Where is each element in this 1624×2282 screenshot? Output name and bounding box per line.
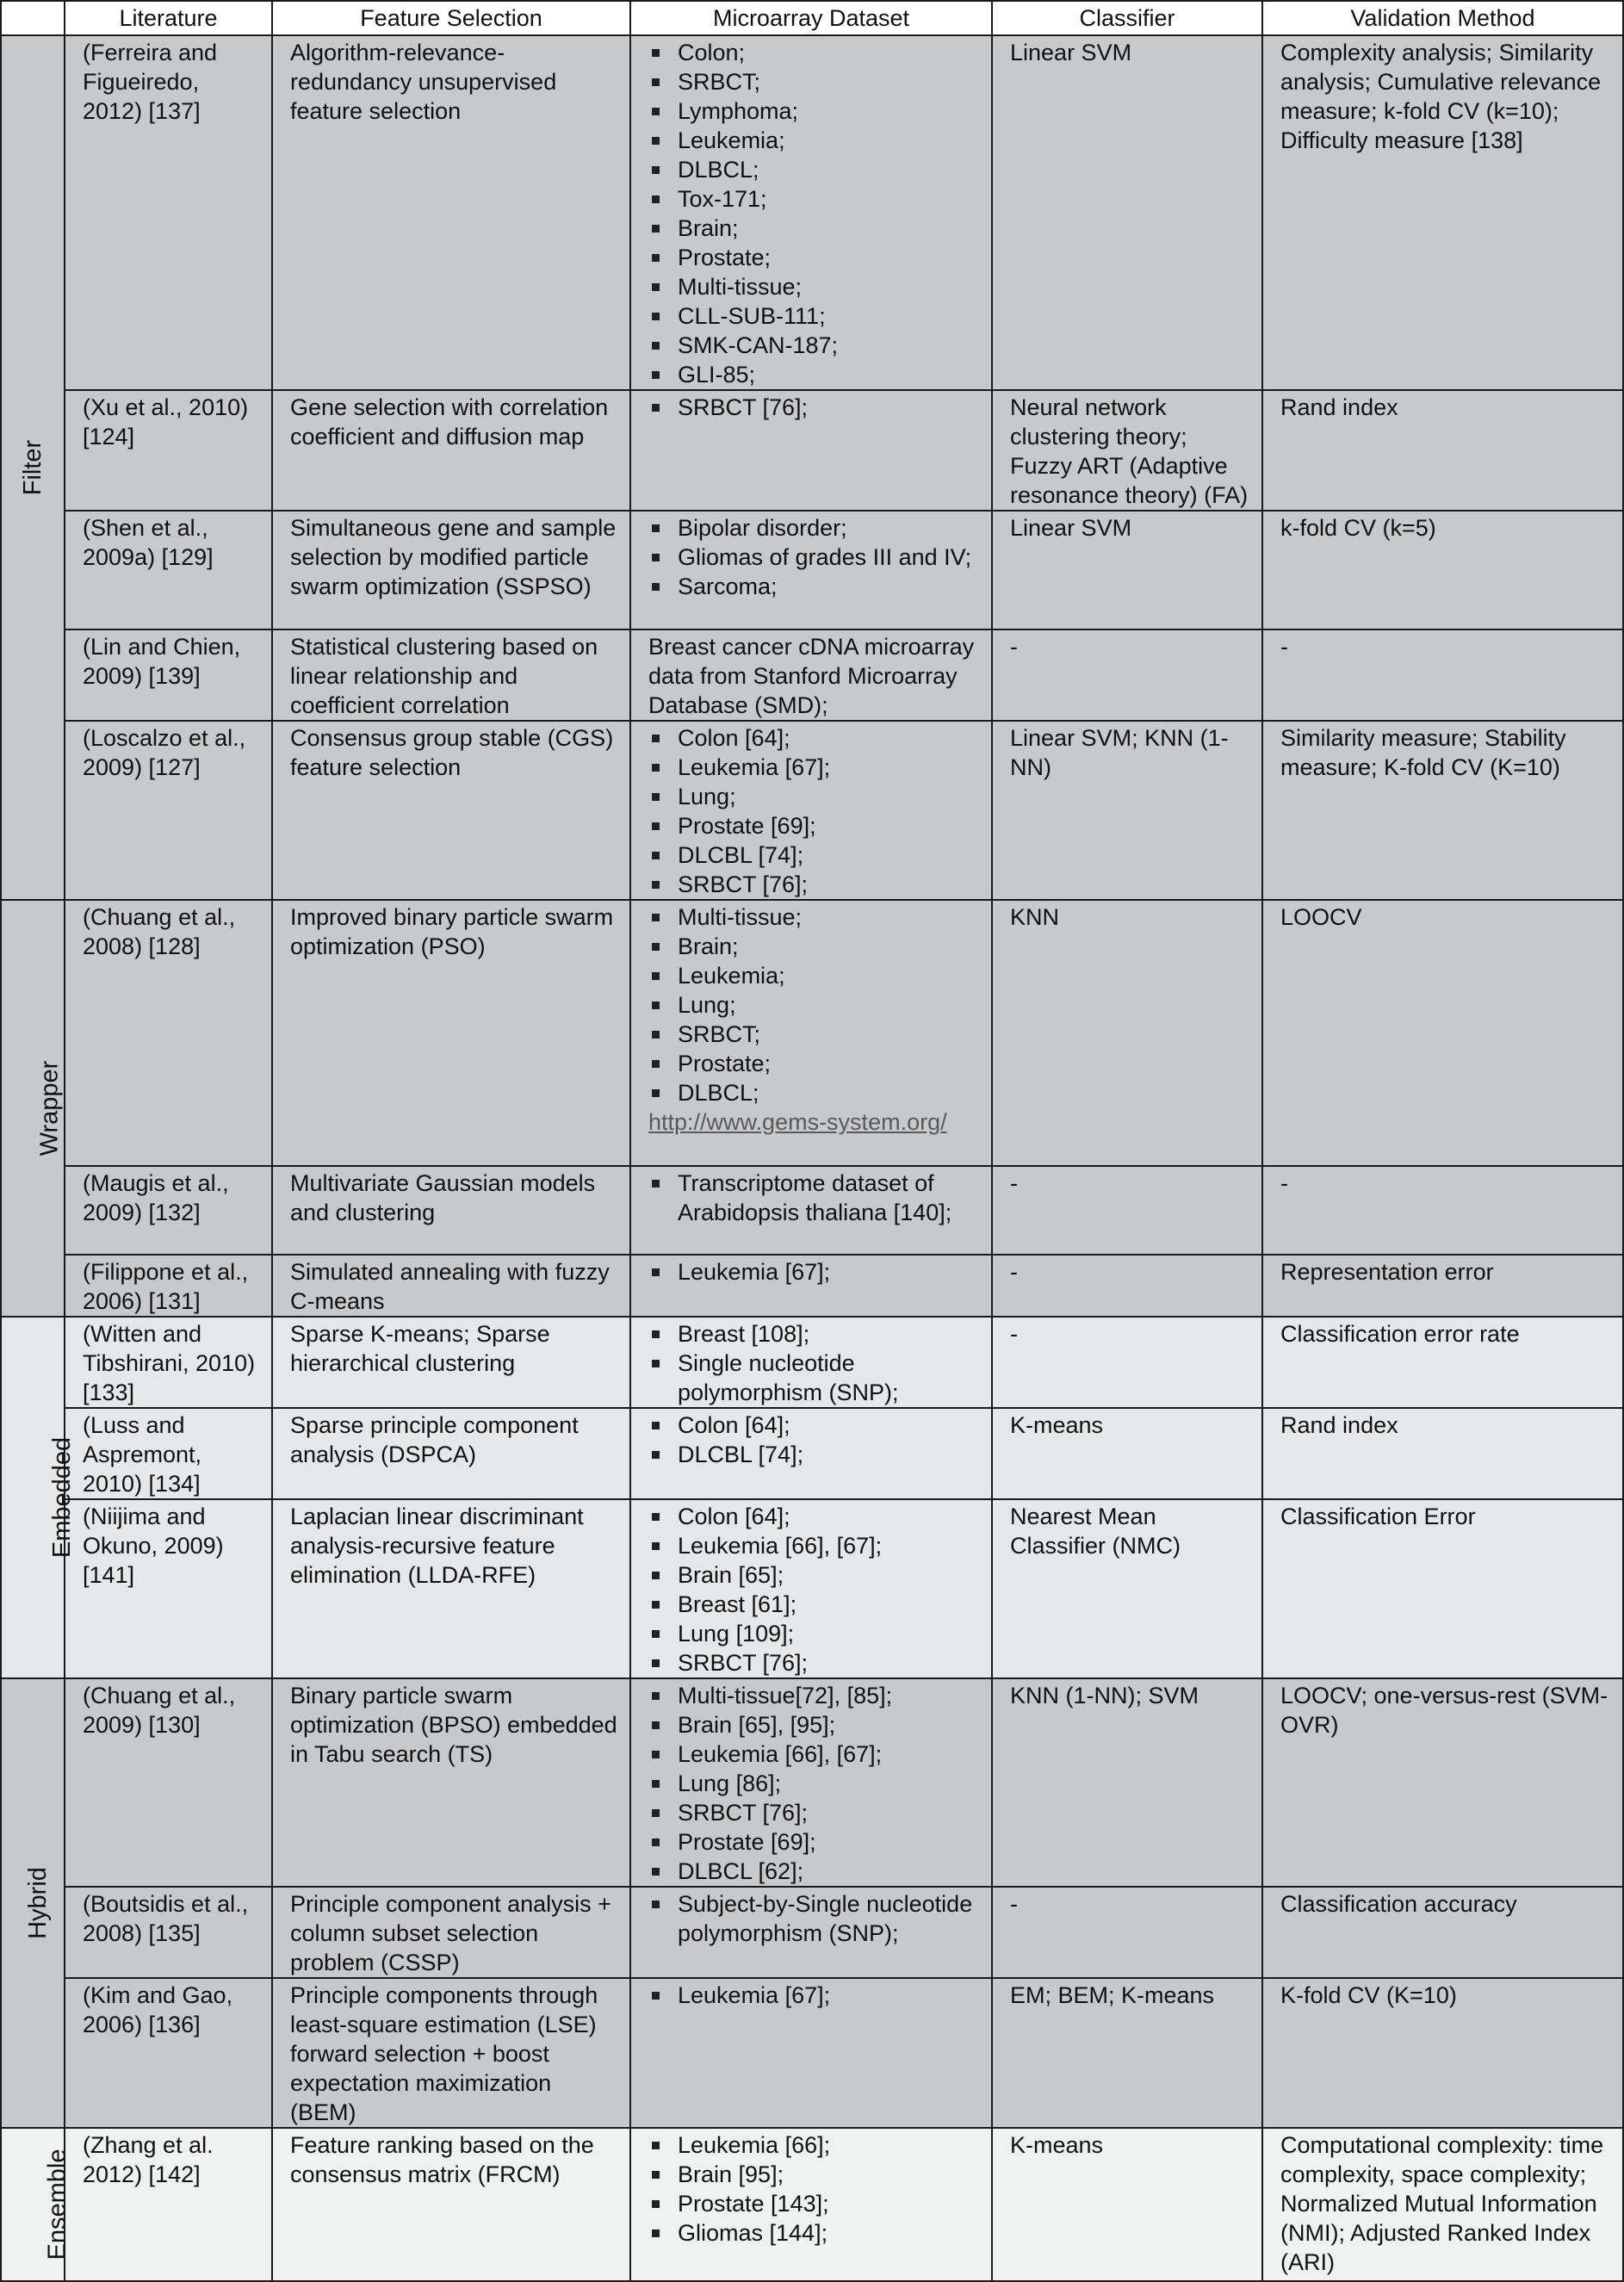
- dataset-cell: [630, 1678, 992, 1887]
- classifier-cell: -: [992, 1255, 1262, 1317]
- dataset-item: SRBCT [76];: [648, 393, 984, 422]
- literature-cell: (Xu et al., 2010) [124]: [65, 390, 272, 511]
- gems-system-link[interactable]: http://www.gems-system.org/: [648, 1109, 947, 1135]
- validation-cell: Complexity analysis; Similarity analysis; Cumulative relevance measure; k-fold CV (k=10); Difficulty measure [138]: [1262, 35, 1623, 390]
- table-row: [1, 1408, 1623, 1499]
- feature-selection-cell: Laplacian linear discriminant analysis-recursive feature elimination (LLDA-RFE): [272, 1499, 630, 1678]
- category-cell-embedded: [1, 1317, 77, 1678]
- validation-cell: Computational complexity: time complexity, space complexity; Normalized Mutual Information (NMI); Adjusted Ranked Index (ARI): [1262, 2128, 1623, 2281]
- table-row: [1, 1166, 1623, 1255]
- dataset-item: Breast [108];: [648, 1319, 984, 1349]
- dataset-item: Gliomas [144];: [648, 2218, 984, 2248]
- classifier-cell: K-means: [992, 2128, 1262, 2281]
- table-row: [1, 1887, 1623, 1978]
- dataset-item: Colon [64];: [648, 1411, 984, 1440]
- dataset-item: Prostate [143];: [648, 2189, 984, 2218]
- dataset-item: Brain;: [648, 932, 984, 961]
- dataset-item: Transcriptome dataset of Arabidopsis thaliana [140];: [648, 1169, 984, 1227]
- validation-cell: K-fold CV (K=10): [1262, 1978, 1623, 2128]
- dataset-cell: [630, 1499, 992, 1678]
- dataset-item: Subject-by-Single nucleotide polymorphism (SNP);: [648, 1889, 984, 1948]
- table-row: [1, 1499, 1623, 1678]
- dataset-cell: [630, 390, 992, 511]
- table-row: [1, 900, 1623, 1166]
- table-row: [1, 1317, 1623, 1408]
- dataset-list: [648, 723, 984, 899]
- dataset-list: [648, 1681, 984, 1886]
- category-label: Wrapper: [35, 1060, 64, 1157]
- literature-cell: (Zhang et al. 2012) [142]: [65, 2128, 272, 2281]
- dataset-list: [648, 1169, 984, 1227]
- validation-cell: k-fold CV (k=5): [1262, 511, 1623, 629]
- dataset-item: Prostate;: [648, 1049, 984, 1078]
- dataset-item: Leukemia [66], [67];: [648, 1531, 984, 1560]
- dataset-item: Prostate [69];: [648, 811, 984, 840]
- literature-cell: (Kim and Gao, 2006) [136]: [65, 1978, 272, 2128]
- dataset-list: [648, 513, 984, 601]
- classifier-cell: Linear SVM: [992, 511, 1262, 629]
- dataset-item: Breast [61];: [648, 1590, 984, 1619]
- dataset-cell: Breast cancer cDNA microarray data from Stanford Microarray Database (SMD);: [630, 629, 992, 721]
- category-label: Hybrid: [23, 1867, 52, 1939]
- table-row: [1, 721, 1623, 900]
- dataset-item: CLL-SUB-111;: [648, 301, 984, 331]
- dataset-item: Lung;: [648, 990, 984, 1020]
- classifier-cell: Neural network clustering theory; Fuzzy ART (Adaptive resonance theory) (FA): [992, 390, 1262, 511]
- header-microarray-dataset: Microarray Dataset: [630, 1, 992, 35]
- category-label: Ensemble: [43, 2149, 71, 2260]
- dataset-item: Colon;: [648, 38, 984, 67]
- table-row: [1, 1255, 1623, 1317]
- dataset-cell: [630, 1978, 992, 2128]
- literature-cell: (Chuang et al., 2008) [128]: [65, 900, 272, 1166]
- header-literature: Literature: [65, 1, 272, 35]
- dataset-item: Brain;: [648, 214, 984, 243]
- dataset-item: Colon [64];: [648, 1502, 984, 1531]
- table-row: [1, 1978, 1623, 2128]
- dataset-item: Sarcoma;: [648, 572, 984, 601]
- dataset-item: SRBCT;: [648, 1020, 984, 1049]
- literature-cell: (Shen et al., 2009a) [129]: [65, 511, 272, 629]
- classifier-cell: EM; BEM; K-means: [992, 1978, 1262, 2128]
- classifier-cell: KNN: [992, 900, 1262, 1166]
- dataset-item: Tox-171;: [648, 184, 984, 214]
- category-cell-hybrid: [1, 1678, 65, 2128]
- dataset-list: [648, 38, 984, 389]
- dataset-cell: [630, 1166, 992, 1255]
- dataset-item: DLCBL [74];: [648, 1440, 984, 1469]
- classifier-cell: Linear SVM: [992, 35, 1262, 390]
- dataset-item: Single nucleotide polymorphism (SNP);: [648, 1349, 984, 1407]
- literature-cell: (Maugis et al., 2009) [132]: [65, 1166, 272, 1255]
- literature-cell: (Lin and Chien, 2009) [139]: [65, 629, 272, 721]
- dataset-item: Brain [65], [95];: [648, 1710, 984, 1739]
- feature-selection-cell: Statistical clustering based on linear relationship and coefficient correlation: [272, 629, 630, 721]
- header-classifier: Classifier: [992, 1, 1262, 35]
- feature-selection-cell: Simulated annealing with fuzzy C-means: [272, 1255, 630, 1317]
- dataset-list: [648, 1319, 984, 1407]
- feature-selection-cell: Multivariate Gaussian models and clustering: [272, 1166, 630, 1255]
- table-row: [1, 511, 1623, 629]
- validation-cell: Classification error rate: [1262, 1317, 1623, 1408]
- header-category: [1, 1, 65, 35]
- validation-cell: Classification Error: [1262, 1499, 1623, 1678]
- dataset-item: DLBCL;: [648, 155, 984, 184]
- dataset-item: Leukemia [66], [67];: [648, 1739, 984, 1769]
- dataset-cell: [630, 1408, 992, 1499]
- dataset-item: Colon [64];: [648, 723, 984, 753]
- dataset-list: [648, 1502, 984, 1677]
- header-row: [1, 1, 1623, 35]
- table-row: [1, 35, 1623, 390]
- dataset-cell: [630, 511, 992, 629]
- classifier-cell: -: [992, 1317, 1262, 1408]
- dataset-item: Prostate [69];: [648, 1827, 984, 1857]
- classifier-cell: -: [992, 1166, 1262, 1255]
- dataset-item: Leukemia;: [648, 961, 984, 990]
- classifier-cell: KNN (1-NN); SVM: [992, 1678, 1262, 1887]
- feature-selection-cell: Principle component analysis + column subset selection problem (CSSP): [272, 1887, 630, 1978]
- classifier-cell: Linear SVM; KNN (1-NN): [992, 721, 1262, 900]
- dataset-item: GLI-85;: [648, 360, 984, 389]
- dataset-item: Brain [65];: [648, 1560, 984, 1590]
- dataset-item: Brain [95];: [648, 2160, 984, 2189]
- validation-cell: Rand index: [1262, 390, 1623, 511]
- feature-selection-cell: Gene selection with correlation coefficient and diffusion map: [272, 390, 630, 511]
- category-label: Embedded: [48, 1436, 77, 1559]
- classifier-cell: -: [992, 629, 1262, 721]
- literature-cell: (Boutsidis et al., 2008) [135]: [65, 1887, 272, 1978]
- dataset-item: Lung [86];: [648, 1769, 984, 1798]
- dataset-list: [648, 1411, 984, 1469]
- validation-cell: -: [1262, 1166, 1623, 1255]
- header-validation-method: Validation Method: [1262, 1, 1623, 35]
- dataset-item: SRBCT [76];: [648, 870, 984, 899]
- literature-cell: (Witten and Tibshirani, 2010) [133]: [65, 1317, 272, 1408]
- dataset-item: Leukemia [67];: [648, 1981, 984, 2010]
- dataset-item: SRBCT;: [648, 67, 984, 96]
- dataset-cell: [630, 721, 992, 900]
- dataset-cell: [630, 2128, 992, 2281]
- dataset-item: Prostate;: [648, 243, 984, 272]
- validation-cell: LOOCV: [1262, 900, 1623, 1166]
- literature-cell: (Ferreira and Figueiredo, 2012) [137]: [65, 35, 272, 390]
- category-label: Filter: [18, 439, 46, 496]
- feature-selection-cell: Principle components through least-square estimation (LSE) forward selection + boost expectation maximization (BEM): [272, 1978, 630, 2128]
- dataset-item: DLBCL;: [648, 1078, 984, 1107]
- dataset-item: Leukemia;: [648, 126, 984, 155]
- table-row: [1, 1678, 1623, 1887]
- feature-selection-cell: Sparse K-means; Sparse hierarchical clustering: [272, 1317, 630, 1408]
- dataset-list: [648, 1889, 984, 1948]
- dataset-item: Multi-tissue[72], [85];: [648, 1681, 984, 1710]
- validation-cell: Representation error: [1262, 1255, 1623, 1317]
- category-cell-filter: [1, 35, 65, 900]
- dataset-item: DLCBL [74];: [648, 840, 984, 870]
- validation-cell: Rand index: [1262, 1408, 1623, 1499]
- dataset-list: [648, 2130, 984, 2248]
- dataset-item: Lung [109];: [648, 1619, 984, 1648]
- classifier-cell: Nearest Mean Classifier (NMC): [992, 1499, 1262, 1678]
- dataset-cell: [630, 1887, 992, 1978]
- dataset-cell: [630, 1317, 992, 1408]
- dataset-item: Lung;: [648, 782, 984, 811]
- dataset-list: [648, 902, 984, 1107]
- table-row: [1, 2128, 1623, 2281]
- dataset-item: Bipolar disorder;: [648, 513, 984, 543]
- feature-selection-cell: Algorithm-relevance-redundancy unsupervised feature selection: [272, 35, 630, 390]
- dataset-cell: [630, 1255, 992, 1317]
- dataset-item: Multi-tissue;: [648, 902, 984, 932]
- feature-selection-cell: Feature ranking based on the consensus matrix (FRCM): [272, 2128, 630, 2281]
- dataset-list: [648, 1981, 984, 2010]
- table-row: [1, 629, 1623, 721]
- validation-cell: -: [1262, 629, 1623, 721]
- classifier-cell: -: [992, 1887, 1262, 1978]
- dataset-item: Gliomas of grades III and IV;: [648, 543, 984, 572]
- dataset-item: SRBCT [76];: [648, 1648, 984, 1677]
- header-feature-selection: Feature Selection: [272, 1, 630, 35]
- dataset-item: Leukemia [67];: [648, 753, 984, 782]
- literature-cell: (Luss and Aspremont, 2010) [134]: [65, 1408, 272, 1499]
- dataset-item: Multi-tissue;: [648, 272, 984, 301]
- feature-selection-cell: Simultaneous gene and sample selection by modified particle swarm optimization (SSPSO): [272, 511, 630, 629]
- dataset-item: Lymphoma;: [648, 96, 984, 126]
- table-row: [1, 390, 1623, 511]
- literature-cell: (Chuang et al., 2009) [130]: [65, 1678, 272, 1887]
- category-cell-wrapper: [1, 900, 65, 1317]
- dataset-list: [648, 393, 984, 422]
- feature-selection-cell: Consensus group stable (CGS) feature selection: [272, 721, 630, 900]
- validation-cell: LOOCV; one-versus-rest (SVM-OVR): [1262, 1678, 1623, 1887]
- literature-cell: (Niijima and Okuno, 2009) [141]: [65, 1499, 272, 1678]
- validation-cell: Classification accuracy: [1262, 1887, 1623, 1978]
- literature-cell: (Loscalzo et al., 2009) [127]: [65, 721, 272, 900]
- dataset-item: SRBCT [76];: [648, 1798, 984, 1827]
- category-cell-ensemble: [1, 2128, 71, 2281]
- dataset-item: SMK-CAN-187;: [648, 331, 984, 360]
- dataset-list: [648, 1257, 984, 1287]
- feature-selection-cell: Improved binary particle swarm optimization (PSO): [272, 900, 630, 1166]
- feature-selection-cell: Binary particle swarm optimization (BPSO) embedded in Tabu search (TS): [272, 1678, 630, 1887]
- feature-selection-cell: Sparse principle component analysis (DSPCA): [272, 1408, 630, 1499]
- dataset-cell: [630, 35, 992, 390]
- literature-cell: (Filippone et al., 2006) [131]: [65, 1255, 272, 1317]
- dataset-cell: [630, 900, 992, 1166]
- dataset-item: Leukemia [66];: [648, 2130, 984, 2160]
- validation-cell: Similarity measure; Stability measure; K-fold CV (K=10): [1262, 721, 1623, 900]
- dataset-item: DLBCL [62];: [648, 1857, 984, 1886]
- dataset-item: Leukemia [67];: [648, 1257, 984, 1287]
- classifier-cell: K-means: [992, 1408, 1262, 1499]
